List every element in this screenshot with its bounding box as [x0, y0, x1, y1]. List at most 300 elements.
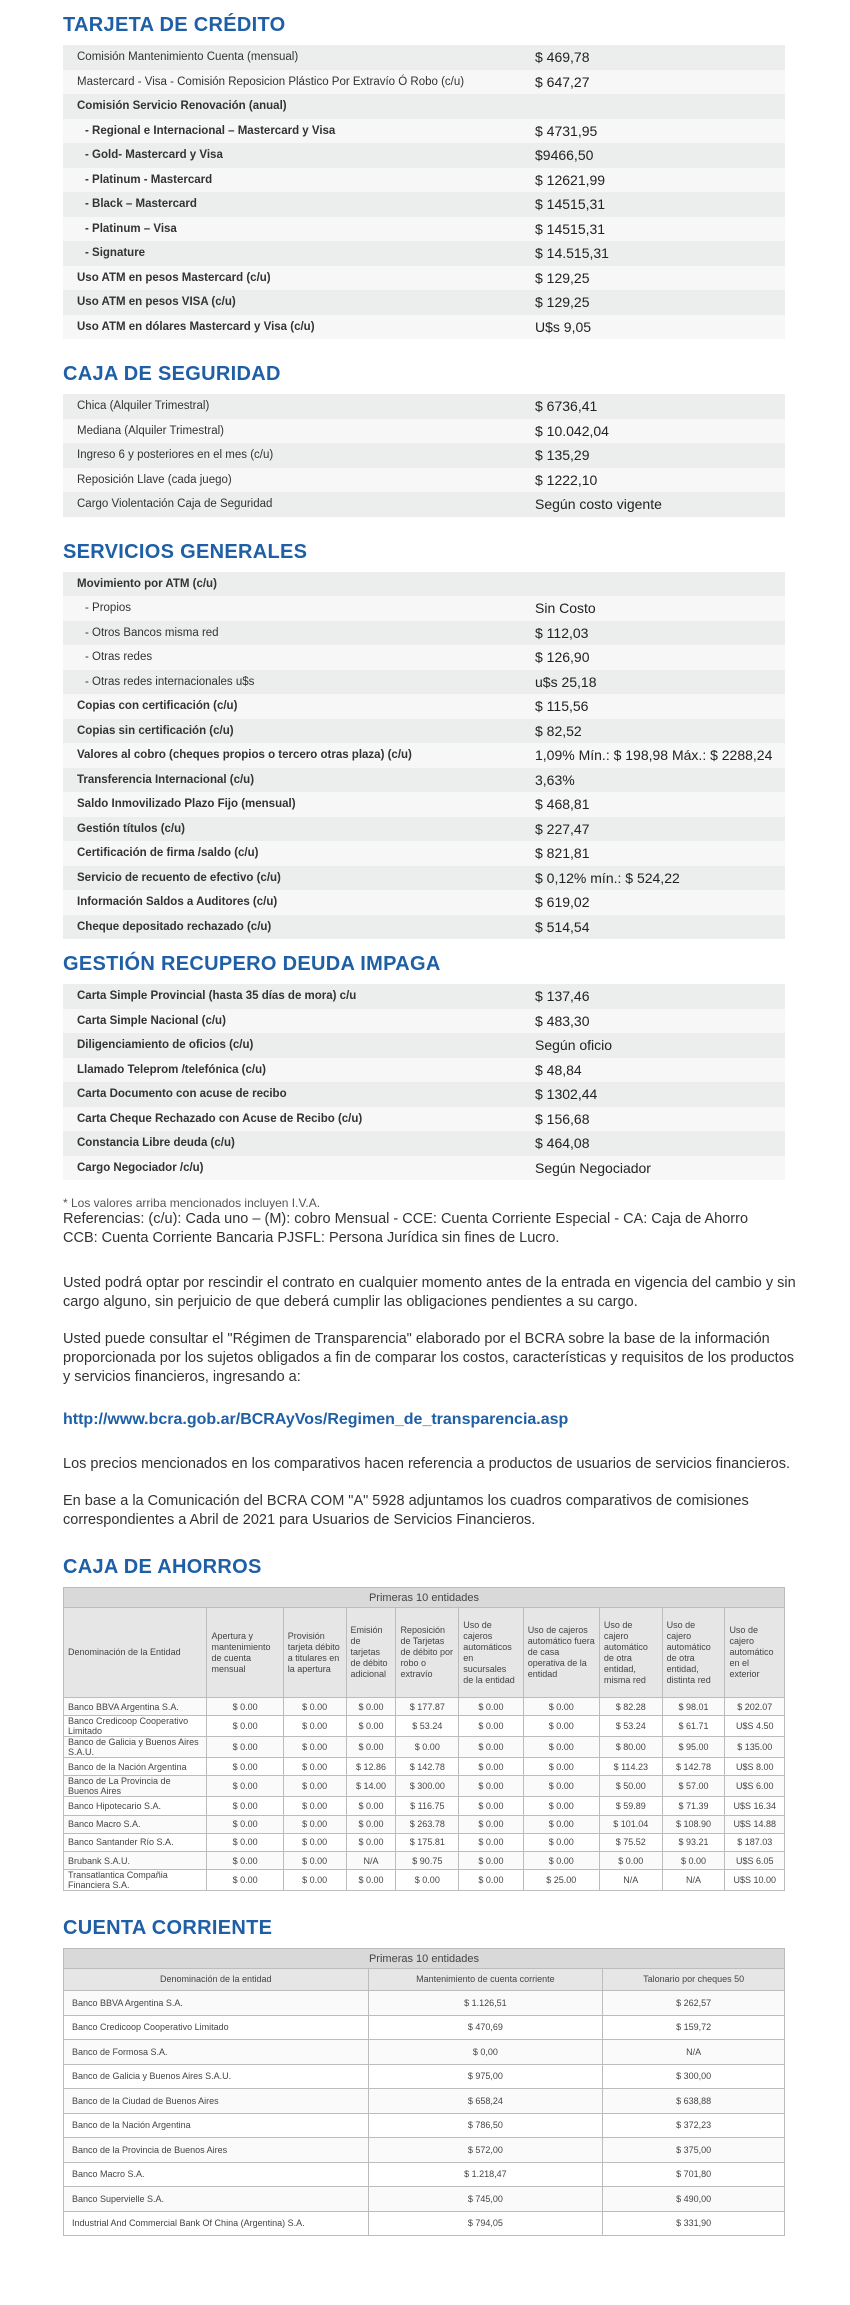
fee-cell: $ 0.00 [346, 1833, 396, 1851]
fee-cell: $ 59.89 [599, 1797, 662, 1815]
fee-row [63, 1131, 785, 1156]
table-row [64, 1833, 785, 1851]
fee-cell: $ 0.00 [346, 1737, 396, 1758]
fee-value: $ 469,78 [535, 45, 785, 70]
fee-label: Carta Simple Provincial (hasta 35 días de mora) c/u [63, 984, 535, 1009]
cuenta-corriente-header-row [64, 1969, 785, 1991]
table-row [64, 1716, 785, 1737]
fee-value: Según costo vigente [535, 492, 785, 517]
column-header: Uso de cajero automático de otra entidad, misma red [599, 1608, 662, 1698]
fee-cell: $ 0.00 [459, 1870, 523, 1891]
fee-cell: $ 116.75 [396, 1797, 459, 1815]
fee-cell: $ 0.00 [523, 1797, 599, 1815]
fee-cell: U$S 8.00 [725, 1758, 785, 1776]
fee-cell: $ 0.00 [523, 1851, 599, 1869]
column-header: Uso de cajeros automáticos en sucursales de la entidad [459, 1608, 523, 1698]
fee-label: Copias con certificación (c/u) [63, 694, 535, 719]
fee-cell: $ 108.90 [662, 1815, 725, 1833]
fee-cell: $ 0.00 [599, 1851, 662, 1869]
fee-label: Información Saldos a Auditores (c/u) [63, 890, 535, 915]
fee-row [63, 192, 785, 217]
fee-row [63, 572, 785, 597]
fee-value: $ 129,25 [535, 290, 785, 315]
fee-label: Uso ATM en pesos VISA (c/u) [63, 290, 535, 315]
fee-cell: $ 0.00 [207, 1833, 283, 1851]
fee-cell: $ 1.218,47 [368, 2162, 603, 2187]
fee-cell: $ 0.00 [207, 1776, 283, 1797]
caja-seguridad-title: CAJA DE SEGURIDAD [63, 363, 281, 385]
fee-row [63, 217, 785, 242]
column-header: Uso de cajero automático en el exterior [725, 1608, 785, 1698]
fee-row [63, 394, 785, 419]
fee-value: $ 483,30 [535, 1009, 785, 1034]
fee-value: $ 14.515,31 [535, 241, 785, 266]
fee-cell: $ 202.07 [725, 1698, 785, 1716]
table-row [64, 2138, 785, 2163]
entity-name: Banco BBVA Argentina S.A. [64, 1991, 369, 2016]
fee-cell: $ 0.00 [283, 1776, 346, 1797]
fee-value: $ 821,81 [535, 841, 785, 866]
entity-name: Banco BBVA Argentina S.A. [64, 1698, 207, 1716]
fee-label: Cheque depositado rechazado (c/u) [63, 915, 535, 940]
table-row [64, 1737, 785, 1758]
fee-label: Mediana (Alquiler Trimestral) [63, 419, 535, 444]
fee-cell: $ 0.00 [459, 1716, 523, 1737]
fee-cell: $ 95.00 [662, 1737, 725, 1758]
table-row [64, 1776, 785, 1797]
fee-cell: $ 0.00 [459, 1758, 523, 1776]
table-row [64, 1870, 785, 1891]
fee-label: Cargo Negociador /c/u) [63, 1156, 535, 1181]
fee-cell: $ 135.00 [725, 1737, 785, 1758]
fee-label: Carta Cheque Rechazado con Acuse de Recibo (c/u) [63, 1107, 535, 1132]
fee-value: $ 14515,31 [535, 192, 785, 217]
column-header: Talonario por cheques 50 [603, 1969, 785, 1991]
caja-ahorros-title: CAJA DE AHORROS [63, 1556, 262, 1578]
entity-name: Banco Hipotecario S.A. [64, 1797, 207, 1815]
fee-label: Comisión Mantenimiento Cuenta (mensual) [63, 45, 535, 70]
fee-cell: $ 90.75 [396, 1851, 459, 1869]
fee-value: $ 112,03 [535, 621, 785, 646]
fee-value: $ 514,54 [535, 915, 785, 940]
cuenta-corriente-table [63, 1948, 785, 2236]
fee-cell: $ 0.00 [459, 1698, 523, 1716]
fee-row [63, 45, 785, 70]
entity-name: Banco de la Provincia de Buenos Aires [64, 2138, 369, 2163]
tarjeta-table [63, 45, 785, 339]
fee-cell: $ 0.00 [283, 1797, 346, 1815]
fee-cell: $ 0.00 [396, 1870, 459, 1891]
fee-cell: $ 25.00 [523, 1870, 599, 1891]
table-row [64, 1851, 785, 1869]
fee-row [63, 1107, 785, 1132]
fee-value: $ 14515,31 [535, 217, 785, 242]
fee-label: Movimiento por ATM (c/u) [63, 572, 535, 597]
fee-label: - Regional e Internacional – Mastercard y Visa [63, 119, 535, 144]
fee-cell: $ 263.78 [396, 1815, 459, 1833]
fee-label: Copias sin certificación (c/u) [63, 719, 535, 744]
fee-cell: $ 159,72 [603, 2015, 785, 2040]
entity-name: Industrial And Commercial Bank Of China (Argentina) S.A. [64, 2211, 369, 2236]
fee-cell: $ 53.24 [396, 1716, 459, 1737]
fee-cell: $ 300,00 [603, 2064, 785, 2089]
fee-cell: $ 0.00 [523, 1815, 599, 1833]
fee-cell: $ 14.00 [346, 1776, 396, 1797]
fee-row [63, 492, 785, 517]
fee-value: $ 12621,99 [535, 168, 785, 193]
fee-label: Saldo Inmovilizado Plazo Fijo (mensual) [63, 792, 535, 817]
fee-label: - Propios [63, 596, 535, 621]
fee-value: $ 129,25 [535, 266, 785, 291]
fee-value [535, 572, 785, 597]
fee-row [63, 241, 785, 266]
table-row [64, 1797, 785, 1815]
entity-name: Banco de Galicia y Buenos Aires S.A.U. [64, 2064, 369, 2089]
fee-cell: $ 0.00 [283, 1698, 346, 1716]
fee-cell: $ 175.81 [396, 1833, 459, 1851]
fee-label: Certificación de firma /saldo (c/u) [63, 841, 535, 866]
fee-cell: $ 0.00 [523, 1716, 599, 1737]
fee-cell: $ 470,69 [368, 2015, 603, 2040]
fee-row [63, 143, 785, 168]
fee-cell: $ 0.00 [207, 1716, 283, 1737]
fee-row [63, 743, 785, 768]
fee-value: $ 468,81 [535, 792, 785, 817]
fee-row [63, 596, 785, 621]
fee-value: $ 115,56 [535, 694, 785, 719]
fee-label: Uso ATM en pesos Mastercard (c/u) [63, 266, 535, 291]
fee-row [63, 841, 785, 866]
fee-label: Chica (Alquiler Trimestral) [63, 394, 535, 419]
fee-row [63, 468, 785, 493]
fee-cell: N/A [603, 2040, 785, 2065]
fee-row [63, 915, 785, 940]
fee-value: $ 48,84 [535, 1058, 785, 1083]
fee-cell: U$S 16.34 [725, 1797, 785, 1815]
fee-cell: $ 0.00 [523, 1698, 599, 1716]
fee-value: 1,09% Mín.: $ 198,98 Máx.: $ 2288,24 [535, 743, 785, 768]
cuenta-corriente-title: CUENTA CORRIENTE [63, 1917, 273, 1940]
table-row [64, 2211, 785, 2236]
fee-cell: $ 0.00 [346, 1797, 396, 1815]
fee-label: - Platinum - Mastercard [63, 168, 535, 193]
fee-cell: U$S 6.05 [725, 1851, 785, 1869]
iva-note: * Los valores arriba mencionados incluyen I.V.A. [63, 1196, 321, 1210]
fee-value: $ 464,08 [535, 1131, 785, 1156]
fee-cell: $ 975,00 [368, 2064, 603, 2089]
table-row [64, 2015, 785, 2040]
table-row [64, 1698, 785, 1716]
fee-cell: $ 0.00 [459, 1815, 523, 1833]
fee-cell: $ 61.71 [662, 1716, 725, 1737]
fee-cell: $ 187.03 [725, 1833, 785, 1851]
fee-cell: $ 0.00 [283, 1716, 346, 1737]
table-row [64, 2089, 785, 2114]
fee-cell: U$S 10.00 [725, 1870, 785, 1891]
fee-label: - Signature [63, 241, 535, 266]
transparency-paragraph: Usted puede consultar el "Régimen de Transparencia" elaborado por el BCRA sobre la base de la información proporcionada por los sujetos obligados a fin de comparar los costos, características y requisitos de los productos y servicios financieros, ingresando a: [63, 1331, 795, 1385]
caja-seguridad-table [63, 394, 785, 517]
table-row [64, 2113, 785, 2138]
table-row [64, 1991, 785, 2016]
fee-cell: $ 98.01 [662, 1698, 725, 1716]
fee-row [63, 1058, 785, 1083]
fee-cell: $ 114.23 [599, 1758, 662, 1776]
fee-cell: $ 0.00 [207, 1815, 283, 1833]
communication-paragraph: En base a la Comunicación del BCRA COM "A" 5928 adjuntamos los cuadros comparativos de comisiones correspondientes a Abril de 2021 para Usuarios de Servicios Financieros. [63, 1493, 749, 1528]
fee-cell: $ 0.00 [283, 1737, 346, 1758]
fee-label: Carta Documento con acuse de recibo [63, 1082, 535, 1107]
fee-value: $ 10.042,04 [535, 419, 785, 444]
fee-row [63, 443, 785, 468]
fee-row [63, 670, 785, 695]
recupero-table [63, 984, 785, 1180]
fee-cell: $ 0.00 [207, 1698, 283, 1716]
fee-value: Sin Costo [535, 596, 785, 621]
fee-cell: $ 75.52 [599, 1833, 662, 1851]
fee-cell: $ 0.00 [207, 1737, 283, 1758]
prices-paragraph: Los precios mencionados en los comparativos hacen referencia a productos de usuarios de servicios financieros. [63, 1456, 791, 1472]
fee-row [63, 315, 785, 340]
fee-cell: $ 0.00 [346, 1698, 396, 1716]
fee-cell: $ 0.00 [396, 1737, 459, 1758]
entity-name: Banco Macro S.A. [64, 2162, 369, 2187]
fee-cell: $ 745,00 [368, 2187, 603, 2212]
fee-cell: $ 177.87 [396, 1698, 459, 1716]
entity-name: Transatlantica Compañia Financiera S.A. [64, 1870, 207, 1891]
table-row [64, 1815, 785, 1833]
fee-row [63, 266, 785, 291]
fee-label: Gestión títulos (c/u) [63, 817, 535, 842]
fee-value: $ 647,27 [535, 70, 785, 95]
entity-name: Banco de la Ciudad de Buenos Aires [64, 2089, 369, 2114]
servicios-table [63, 572, 785, 940]
fee-cell: $ 0.00 [207, 1797, 283, 1815]
fee-cell: $ 794,05 [368, 2211, 603, 2236]
caja-ahorros-caption: Primeras 10 entidades [64, 1588, 785, 1608]
fee-cell: $ 0.00 [459, 1797, 523, 1815]
fee-label: Llamado Teleprom /telefónica (c/u) [63, 1058, 535, 1083]
fee-cell: $ 50.00 [599, 1776, 662, 1797]
fee-cell: $ 375,00 [603, 2138, 785, 2163]
fee-label: Constancia Libre deuda (c/u) [63, 1131, 535, 1156]
fee-cell: $ 0.00 [459, 1776, 523, 1797]
fee-cell: $ 0.00 [346, 1716, 396, 1737]
fee-row [63, 645, 785, 670]
fee-cell: $ 0.00 [283, 1851, 346, 1869]
entity-name: Banco Credicoop Cooperativo Limitado [64, 2015, 369, 2040]
fee-cell: $ 0.00 [459, 1833, 523, 1851]
column-header: Uso de cajeros automático fuera de casa operativa de la entidad [523, 1608, 599, 1698]
fee-cell: $ 0.00 [523, 1776, 599, 1797]
bcra-link[interactable]: http://www.bcra.gob.ar/BCRAyVos/Regimen_de_transparencia.asp [63, 1411, 569, 1428]
fee-cell: $ 57.00 [662, 1776, 725, 1797]
fee-label: Ingreso 6 y posteriores en el mes (c/u) [63, 443, 535, 468]
fee-cell: $ 300.00 [396, 1776, 459, 1797]
fee-value: $ 0,12% mín.: $ 524,22 [535, 866, 785, 891]
fee-row [63, 694, 785, 719]
entity-name: Banco Supervielle S.A. [64, 2187, 369, 2212]
fee-cell: N/A [662, 1870, 725, 1891]
fee-label: - Gold- Mastercard y Visa [63, 143, 535, 168]
fee-cell: $ 0.00 [283, 1833, 346, 1851]
fee-value: $ 6736,41 [535, 394, 785, 419]
table-row [64, 1758, 785, 1776]
fee-cell: $ 82.28 [599, 1698, 662, 1716]
fee-cell: $ 101.04 [599, 1815, 662, 1833]
fee-cell: $ 786,50 [368, 2113, 603, 2138]
fee-cell: U$S 6.00 [725, 1776, 785, 1797]
fee-label: - Otras redes internacionales u$s [63, 670, 535, 695]
table-row [64, 2040, 785, 2065]
tarjeta-title: TARJETA DE CRÉDITO [63, 14, 286, 36]
fee-label: Cargo Violentación Caja de Seguridad [63, 492, 535, 517]
fee-value: $ 1302,44 [535, 1082, 785, 1107]
fee-cell: N/A [346, 1851, 396, 1869]
column-header: Denominación de la Entidad [64, 1608, 207, 1698]
entity-name: Banco Credicoop Cooperativo Limitado [64, 1716, 207, 1737]
fee-cell: $ 0.00 [346, 1870, 396, 1891]
fee-cell: $ 93.21 [662, 1833, 725, 1851]
fee-cell: $ 0.00 [523, 1758, 599, 1776]
column-header: Denominación de la entidad [64, 1969, 369, 1991]
fee-row [63, 792, 785, 817]
fee-label: Servicio de recuento de efectivo (c/u) [63, 866, 535, 891]
fee-cell: $ 80.00 [599, 1737, 662, 1758]
column-header: Emisión de tarjetas de débito adicional [346, 1608, 396, 1698]
fee-cell: $ 262,57 [603, 1991, 785, 2016]
notes-block [63, 1196, 803, 1530]
fee-cell: $ 0.00 [459, 1851, 523, 1869]
fee-row [63, 768, 785, 793]
references-line-2: CCB: Cuenta Corriente Bancaria PJSFL: Persona Jurídica sin fines de Lucro. [63, 1230, 560, 1246]
fee-row [63, 1082, 785, 1107]
fee-row [63, 1033, 785, 1058]
entity-name: Brubank S.A.U. [64, 1851, 207, 1869]
fee-row [63, 290, 785, 315]
fee-label: - Platinum – Visa [63, 217, 535, 242]
fee-label: Reposición Llave (cada juego) [63, 468, 535, 493]
fee-value: $ 619,02 [535, 890, 785, 915]
fee-cell: $ 701,80 [603, 2162, 785, 2187]
fee-cell: U$S 14.88 [725, 1815, 785, 1833]
fee-row [63, 1009, 785, 1034]
entity-name: Banco de la Nación Argentina [64, 2113, 369, 2138]
fee-value: Según oficio [535, 1033, 785, 1058]
recupero-title: GESTIÓN RECUPERO DEUDA IMPAGA [63, 953, 441, 975]
fee-cell: $ 0.00 [459, 1737, 523, 1758]
fee-value: Según Negociador [535, 1156, 785, 1181]
fee-cell: $ 1.126,51 [368, 1991, 603, 2016]
fee-row [63, 984, 785, 1009]
entity-name: Banco de Formosa S.A. [64, 2040, 369, 2065]
entity-name: Banco Macro S.A. [64, 1815, 207, 1833]
fee-row [63, 119, 785, 144]
fee-value: $ 135,29 [535, 443, 785, 468]
fee-label: Diligenciamiento de oficios (c/u) [63, 1033, 535, 1058]
fee-label: - Otros Bancos misma red [63, 621, 535, 646]
fee-cell: $ 490,00 [603, 2187, 785, 2212]
column-header: Uso de cajero automático de otra entidad, distinta red [662, 1608, 725, 1698]
column-header: Mantenimiento de cuenta corriente [368, 1969, 603, 1991]
fee-row [63, 70, 785, 95]
fee-cell: $ 658,24 [368, 2089, 603, 2114]
fee-value: $ 137,46 [535, 984, 785, 1009]
fee-cell: $ 0.00 [283, 1870, 346, 1891]
fee-cell: $ 372,23 [603, 2113, 785, 2138]
fee-cell: $ 53.24 [599, 1716, 662, 1737]
entity-name: Banco de La Provincia de Buenos Aires [64, 1776, 207, 1797]
column-header: Apertura y mantenimiento de cuenta mensual [207, 1608, 283, 1698]
servicios-title: SERVICIOS GENERALES [63, 540, 308, 563]
fee-cell: $ 71.39 [662, 1797, 725, 1815]
fee-cell: $ 0.00 [283, 1815, 346, 1833]
fee-value: 3,63% [535, 768, 785, 793]
fee-row [63, 419, 785, 444]
fee-cell: $ 331,90 [603, 2211, 785, 2236]
fee-cell: $ 12.86 [346, 1758, 396, 1776]
fee-label: - Otras redes [63, 645, 535, 670]
caja-ahorros-table [63, 1587, 785, 1891]
fee-value: u$s 25,18 [535, 670, 785, 695]
fee-cell: $ 572,00 [368, 2138, 603, 2163]
fee-label: Carta Simple Nacional (c/u) [63, 1009, 535, 1034]
cuenta-corriente-caption: Primeras 10 entidades [64, 1949, 785, 1969]
fee-cell: $ 0.00 [523, 1833, 599, 1851]
fee-label: - Black – Mastercard [63, 192, 535, 217]
fee-label: Comisión Servicio Renovación (anual) [63, 94, 535, 119]
table-row [64, 2187, 785, 2212]
fee-cell: N/A [599, 1870, 662, 1891]
fee-cell: $ 0.00 [523, 1737, 599, 1758]
fee-cell: $ 142.78 [662, 1758, 725, 1776]
caja-ahorros-header-row [64, 1608, 785, 1698]
fee-row [63, 719, 785, 744]
fee-cell: $ 0.00 [207, 1851, 283, 1869]
fee-row [63, 621, 785, 646]
fee-value: $ 156,68 [535, 1107, 785, 1132]
entity-name: Banco Santander Río S.A. [64, 1833, 207, 1851]
fee-row [63, 866, 785, 891]
fee-value: U$s 9,05 [535, 315, 785, 340]
fee-row [63, 890, 785, 915]
fee-value: $9466,50 [535, 143, 785, 168]
fee-cell: $ 142.78 [396, 1758, 459, 1776]
fee-label: Transferencia Internacional (c/u) [63, 768, 535, 793]
fee-label: Mastercard - Visa - Comisión Reposicion Plástico Por Extravío Ó Robo (c/u) [63, 70, 535, 95]
fee-cell: $ 0.00 [662, 1851, 725, 1869]
fee-cell: $ 0.00 [346, 1815, 396, 1833]
fee-cell: $ 0,00 [368, 2040, 603, 2065]
fee-label: Valores al cobro (cheques propios o tercero otras plaza) (c/u) [63, 743, 535, 768]
column-header: Reposición de Tarjetas de débito por robo o extravío [396, 1608, 459, 1698]
references-line-1: Referencias: (c/u): Cada uno – (M): cobro Mensual - CCE: Cuenta Corriente Especial - CA: Caja de Ahorro [63, 1211, 749, 1227]
fee-value: $ 82,52 [535, 719, 785, 744]
fee-cell: U$S 4.50 [725, 1716, 785, 1737]
fee-value [535, 94, 785, 119]
table-row [64, 2064, 785, 2089]
table-row [64, 2162, 785, 2187]
fee-label: Uso ATM en dólares Mastercard y Visa (c/u) [63, 315, 535, 340]
fee-cell: $ 638,88 [603, 2089, 785, 2114]
fee-value: $ 1222,10 [535, 468, 785, 493]
entity-name: Banco de Galicia y Buenos Aires S.A.U. [64, 1737, 207, 1758]
fee-row [63, 168, 785, 193]
column-header: Provisión tarjeta débito a titulares en la apertura [283, 1608, 346, 1698]
fee-value: $ 126,90 [535, 645, 785, 670]
fee-cell: $ 0.00 [283, 1758, 346, 1776]
rescind-paragraph: Usted podrá optar por rescindir el contrato en cualquier momento antes de la entrada en vigencia del cambio y sin cargo alguno, sin perjuicio de que deberá cumplir las obligaciones pendientes a su cargo. [63, 1275, 796, 1310]
